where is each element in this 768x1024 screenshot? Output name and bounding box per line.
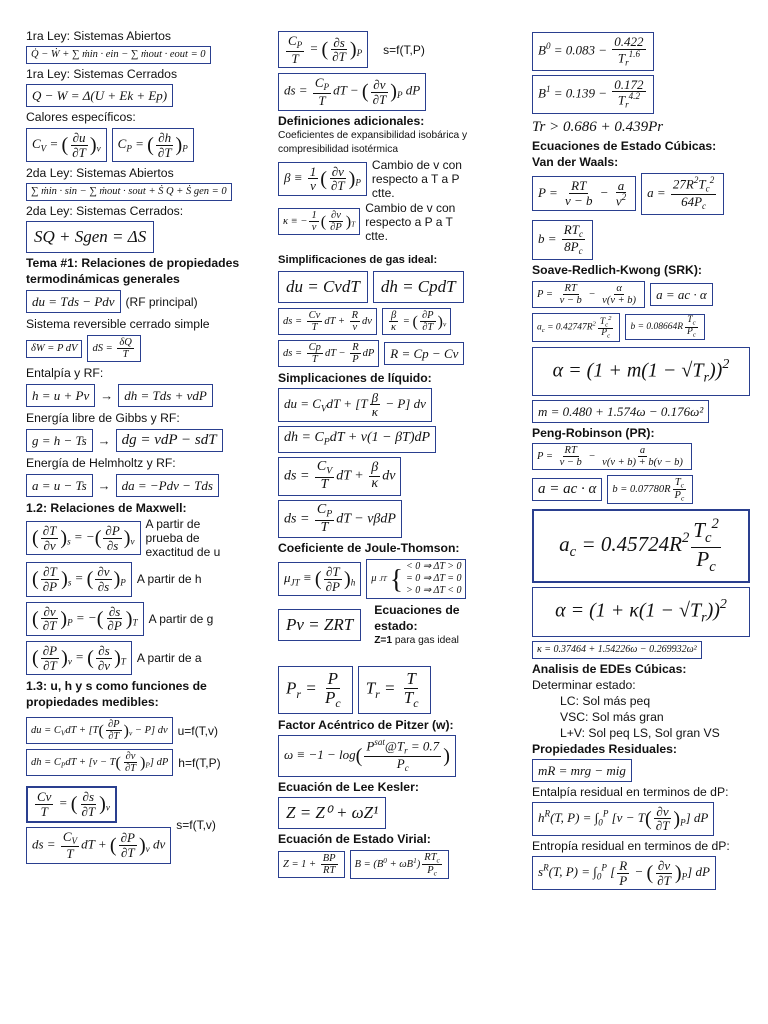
def-description: Coeficientes de expansibilidad isobárica y compresibilidad isotérmica [278, 129, 468, 155]
s-row [26, 784, 256, 866]
heading-virial: Ecuación de Estado Virial: [278, 831, 431, 846]
eq-maxwell-3: ( $\frac{\partial v}{\partial T}$ )$_P$ = −( $\frac{\partial s}{\partial P}$ )$_T$ [26, 602, 144, 636]
maxwell-note-1: A partir de prueba de exactitud de u [145, 517, 221, 560]
cp-over-t-row [278, 29, 500, 70]
arrow-right-icon: → [97, 433, 111, 449]
eq-beta-kappa: $\frac{\beta}{\kappa}$ = ( $\frac{\partial P}{\partial T}$ )$_v$ [382, 308, 451, 335]
eq-dh: dh = Tds + vdP [118, 384, 213, 407]
heading-entropia-residual: Entropía residual en terminos de dP: [532, 838, 730, 853]
maxwell-note-3: A partir de g [148, 611, 214, 626]
heading-2da-ley-abiertos: 2da Ley: Sistemas Abiertos [26, 166, 174, 181]
eq-pr-alpha: $\alpha = (1 + \kappa(1 - √T_r))^2$ [532, 587, 750, 636]
eq-g: g = h − Ts [26, 429, 93, 452]
eq-jt-cases: μ JT { < 0 ⇒ ΔT > 0 = 0 ⇒ ΔT = 0 > 0 ⇒ ΔT < 0 [366, 559, 466, 599]
eq-r-cp-cv: R = Cp − Cv [384, 342, 464, 365]
text-determinar: Determinar estado: [532, 677, 636, 692]
eq-rf-principal: du = Tds − Pdv [26, 290, 121, 313]
text-lc: LC: Sol más peq [560, 693, 651, 708]
eq-ds-ideal-p: ds = $\frac{Cp}{T}$ dT − $\frac{R}{P}$ dP [278, 340, 379, 367]
column-2 [278, 28, 500, 882]
virial-row [278, 848, 500, 882]
eq-ds-dq: dS = $\frac{\delta Q}{T}$ [87, 335, 140, 362]
eq-pr-kappa: κ = 0.37464 + 1.54226ω − 0.269932ω² [532, 641, 702, 659]
heading-lee-kesler: Ecuación de Lee Kesler: [278, 779, 419, 794]
eq-h-residual: $h^R(T$, $P) = \int_0^P$ [v − T( $\frac{\partial v}{\partial T}$ )$_P$] dP [532, 802, 714, 836]
vdw-row [532, 171, 754, 217]
eq-cp-over-t: $\frac{C_P}{T}$ = ( $\frac{\partial s}{\partial T}$ )$_P$ [278, 31, 368, 68]
pr-row-1 [532, 473, 754, 507]
text-lv: L+V: Sol peq LS, Sol gran VS [560, 725, 720, 740]
eq-cv-over-t: $\frac{Cv}{T}$ = ( $\frac{\partial s}{\partial T}$ )$_v$ [26, 786, 117, 822]
beta-row [278, 158, 500, 200]
note-u-f-tv: u=f(T,v) [177, 723, 218, 738]
note-h-f-tp: h=f(T,P) [178, 755, 221, 770]
eq-dh-measurable: dh = $C_PdT + [v - T$( $\frac{\partial v}{\partial T}$ )$_P$] dP [26, 749, 173, 776]
heading-maxwell: 1.2: Relaciones de Maxwell: [26, 501, 187, 516]
eq-da: da = −Pdv − Tds [116, 474, 219, 497]
heading-calores: Calores específicos: [26, 110, 136, 124]
eq-du-measurable: du = $C_VdT + [T$( $\frac{\partial P}{\partial T}$ )$_v - P$] dv [26, 717, 173, 744]
eq-dh-ideal: dh = CpdT [373, 271, 464, 303]
eq-maxwell-1: ( $\frac{\partial T}{\partial v}$ )$_s$ = −( $\frac{\partial P}{\partial s}$ )$_v$ [26, 521, 141, 555]
heading-cubicas: Ecuaciones de Estado Cúbicas: [532, 138, 717, 153]
eq-kappa: κ ≡ − $\frac{1}{v}$ ( $\frac{\partial v}{\partial P}$ )$_T$ [278, 208, 360, 235]
maxwell-note-4: A partir de a [136, 651, 202, 666]
heading-entalpia-residual: Entalpía residual en terminos de dP: [532, 784, 729, 799]
maxwell-row-2 [26, 560, 256, 598]
jt-case-3: > 0 ⇒ ΔT < 0 [406, 585, 462, 597]
heading-entalpia: Entalpía y RF: [26, 366, 104, 381]
eq-pr-reduced: $P_r$ = $\frac{P}{P_c}$ [278, 666, 353, 714]
eq-srk-b: b = 0.08664R $\frac{T_c}{P_c}$ [625, 314, 704, 340]
kappa-note: Cambio de v con respecto a P a T ctte. [365, 200, 456, 243]
srk-row-1 [532, 279, 754, 310]
heading-ecuaciones-estado: Ecuaciones de estado: [374, 603, 460, 634]
eq-second-law-open: ∑ ṁin · sin − ∑ ṁout · sout + Ṡ Q + Ṡ gen = 0 [26, 183, 232, 201]
eq-du-ideal: du = CvdT [278, 271, 368, 303]
eq-pr-b: b = 0.07780R $\frac{T_c}{P_c}$ [607, 475, 693, 505]
eq-row-entalpia [26, 382, 256, 409]
jt-case-1: < 0 ⇒ ΔT > 0 [406, 561, 462, 573]
ideal-row-2 [278, 306, 500, 337]
heading-1-3: 1.3: u, h y s como funciones de propiedades medibles: [26, 679, 207, 710]
heading-liquido: Simplicaciones de líquido: [278, 370, 432, 385]
heading-gibbs: Energía libre de Gibbs y RF: [26, 411, 180, 426]
note-s-f-tp: s=f(T,P) [383, 42, 425, 57]
heading-reversible: Sistema reversible cerrado simple [26, 317, 210, 332]
eq-srk: P = $\frac{RT}{v - b}$ − $\frac{\alpha}{v(v + b)}$ [532, 281, 645, 308]
eq-delta-w: δW = P dV [26, 340, 82, 358]
eq-ds-liquid-v: ds = $\frac{C_V}{T}$ dT + $\frac{\beta}{\kappa}$ dv [278, 457, 401, 495]
eq-beta: β ≡ $\frac{1}{v}$ ( $\frac{\partial v}{\partial T}$ )$_P$ [278, 162, 367, 196]
eq-cp: $C_P$ = ( $\frac{\partial h}{\partial T}$ )$_P$ [112, 128, 194, 162]
z-note: para gas ideal [394, 635, 459, 647]
eq-omega: ω ≡ −1 − log( $\frac{P^{sat}@T_r = 0.7}{P_c}$ ) [278, 735, 456, 777]
eq-row-reversible [26, 333, 256, 364]
heading-srk: Soave-Redlich-Kwong (SRK): [532, 262, 702, 277]
eq-pr: P = $\frac{RT}{v - b}$ − $\frac{a}{v(v + b) + b(v - b)}$ [532, 443, 692, 470]
eq-mu-jt: $\mu_{JT}$ ≡ ( $\frac{\partial T}{\partial P}$ )$_h$ [278, 562, 361, 596]
jt-row [278, 557, 500, 601]
eq-ds-liquid-p: ds = $\frac{C_P}{T}$ dT − vβdP [278, 500, 402, 538]
eq-tr-condition: Tr > 0.686 + 0.439Pr [532, 118, 664, 135]
eq-ds-tp: ds = $\frac{C_P}{T}$ dT − ( $\frac{\partial v}{\partial T}$ )$_P$ dP [278, 73, 426, 110]
eq-second-law-closed: SQ + Sgen = ΔS [26, 221, 154, 253]
eq-s-residual: $s^R(T$, $P) = \int_0^P$ [ $\frac{R}{P}$ − ( $\frac{\partial v}{\partial T}$ )$_P$] dP [532, 856, 716, 890]
eq-first-law-closed: Q − W = Δ(U + Ek + Ep) [26, 84, 173, 107]
eq-dg: dg = vdP − sdT [116, 429, 223, 452]
eq-row-calores [26, 126, 256, 164]
eq-ds-ideal-v: ds = $\frac{Cv}{T}$ dT + $\frac{R}{v}$ dv [278, 308, 377, 335]
eq-virial-b: $B = (B^0 + \omega B^1)$ $\frac{RT_c}{P_c}$ [350, 850, 449, 880]
arrow-right-icon: → [97, 478, 111, 494]
heading-definiciones: Definiciones adicionales: [278, 113, 425, 128]
maxwell-row-4 [26, 639, 256, 677]
eq-vdw-a: a = $\frac{27R^2T_c^2}{64P_c}$ [641, 173, 724, 215]
arrow-right-icon: → [100, 388, 114, 404]
heading-tema-1: Tema #1: Relaciones de propiedades termodinámicas generales [26, 256, 240, 287]
heading-vdw: Van der Waals: [532, 154, 619, 169]
eq-dh-liquid: dh = $C_PdT + v(1 - \beta T)dP$ [278, 426, 436, 453]
beta-note: Cambio de v con respecto a T a P ctte. [371, 157, 462, 200]
eq-vdw: P = $\frac{RT}{v - b}$ − $\frac{a}{v^2}$ [532, 176, 636, 212]
heading-joule-thomson: Coeficiente de Joule-Thomson: [278, 541, 460, 556]
eq-pr-ac: $a_c = 0.45724R^2$ $\frac{T_c^2}{P_c}$ [532, 509, 750, 583]
eq-residual: mR = mrg − mig [532, 759, 632, 782]
eq-row-gibbs [26, 427, 256, 454]
heading-helmholtz: Energía de Helmholtz y RF: [26, 456, 176, 471]
z-note-bold: Z=1 [374, 635, 393, 647]
column-1 [26, 28, 256, 867]
maxwell-row-1 [26, 517, 256, 559]
eq-ds-tv: ds = $\frac{C_V}{T}$ dT + ( $\frac{\partial P}{\partial T}$ )$_v$ dv [26, 827, 171, 864]
kappa-row [278, 201, 500, 243]
eq-tr-reduced: $T_r$ = $\frac{T}{T_c}$ [358, 666, 431, 714]
dh-row [26, 747, 256, 778]
eq-pr-a: a = ac · α [532, 478, 602, 501]
heading-1ra-ley-cerrados: 1ra Ley: Sistemas Cerrados [26, 67, 178, 81]
eq-row-rf [26, 288, 256, 315]
pv-row [278, 602, 500, 648]
eq-maxwell-2: ( $\frac{\partial T}{\partial P}$ )$_s$ = ( $\frac{\partial v}{\partial s}$ )$_P$ [26, 562, 132, 596]
maxwell-row-3 [26, 600, 256, 638]
note-s-f-tv: s=f(T,v) [176, 818, 216, 833]
eq-srk-alpha: $\alpha = (1 + m(1 - √T_r))^2$ [532, 347, 750, 396]
heading-pr: Peng-Robinson (PR): [532, 425, 655, 440]
eq-srk-a: a = ac · α [650, 283, 713, 306]
column-3 [532, 30, 754, 892]
note-rf-principal: (RF principal) [125, 294, 198, 309]
maxwell-note-2: A partir de h [136, 572, 202, 587]
heading-pitzer: Factor Acéntrico de Pitzer (w): [278, 717, 454, 732]
eq-srk-m: m = 0.480 + 1.574ω − 0.176ω² [532, 400, 709, 423]
heading-gas-ideal: Simplificaciones de gas ideal: [278, 253, 438, 266]
eq-cv: $C_V$ = ( $\frac{\partial u}{\partial T}$ )$_v$ [26, 128, 107, 162]
eq-srk-ac: $a_c = 0.42747R^2$ $\frac{T_c^2}{P_c}$ [532, 313, 620, 342]
eq-vdw-b: b = $\frac{RT_c}{8P_c}$ [532, 220, 593, 260]
eq-virial-z: Z = 1 + $\frac{BP}{RT}$ [278, 851, 345, 878]
eq-du-liquid: du = $C_VdT + [T$ $\frac{\beta}{\kappa}$ − P] dv [278, 388, 432, 422]
eq-a: a = u − Ts [26, 474, 93, 497]
heading-1ra-ley-abiertos: 1ra Ley: Sistemas Abiertos [26, 29, 171, 43]
eq-b1: $B^1 = 0.139$ − $\frac{0.172}{T_r^{4.2}}$ [532, 75, 654, 114]
ideal-row-3 [278, 338, 500, 369]
eq-maxwell-4: ( $\frac{\partial P}{\partial T}$ )$_v$ = ( $\frac{\partial s}{\partial v}$ )$_T$ [26, 641, 132, 675]
eq-row-helmholtz [26, 472, 256, 499]
text-vsc: VSC: Sol más gran [560, 709, 664, 724]
du-row [26, 715, 256, 746]
heading-2da-ley-cerrados: 2da Ley: Sistemas Cerrados: [26, 204, 184, 219]
ideal-row-1 [278, 269, 500, 305]
jt-case-2: = 0 ⇒ ΔT = 0 [406, 573, 462, 585]
heading-residuales: Propiedades Residuales: [532, 741, 677, 756]
eq-b0: $B^0 = 0.083$ − $\frac{0.422}{T_r^{1.6}}$ [532, 32, 654, 71]
reduced-row [278, 664, 500, 716]
eq-lee-kesler: Z = Z⁰ + ωZ¹ [278, 797, 386, 829]
eq-pv-zrt: Pv = ZRT [278, 609, 361, 641]
heading-analisis: Analisis de EDEs Cúbicas: [532, 661, 687, 676]
eq-h: h = u + Pv [26, 384, 95, 407]
eq-first-law-open: Q̇ − Ẇ + ∑ ṁin · ein − ∑ ṁout · eout = 0 [26, 46, 211, 64]
srk-row-2 [532, 311, 754, 344]
